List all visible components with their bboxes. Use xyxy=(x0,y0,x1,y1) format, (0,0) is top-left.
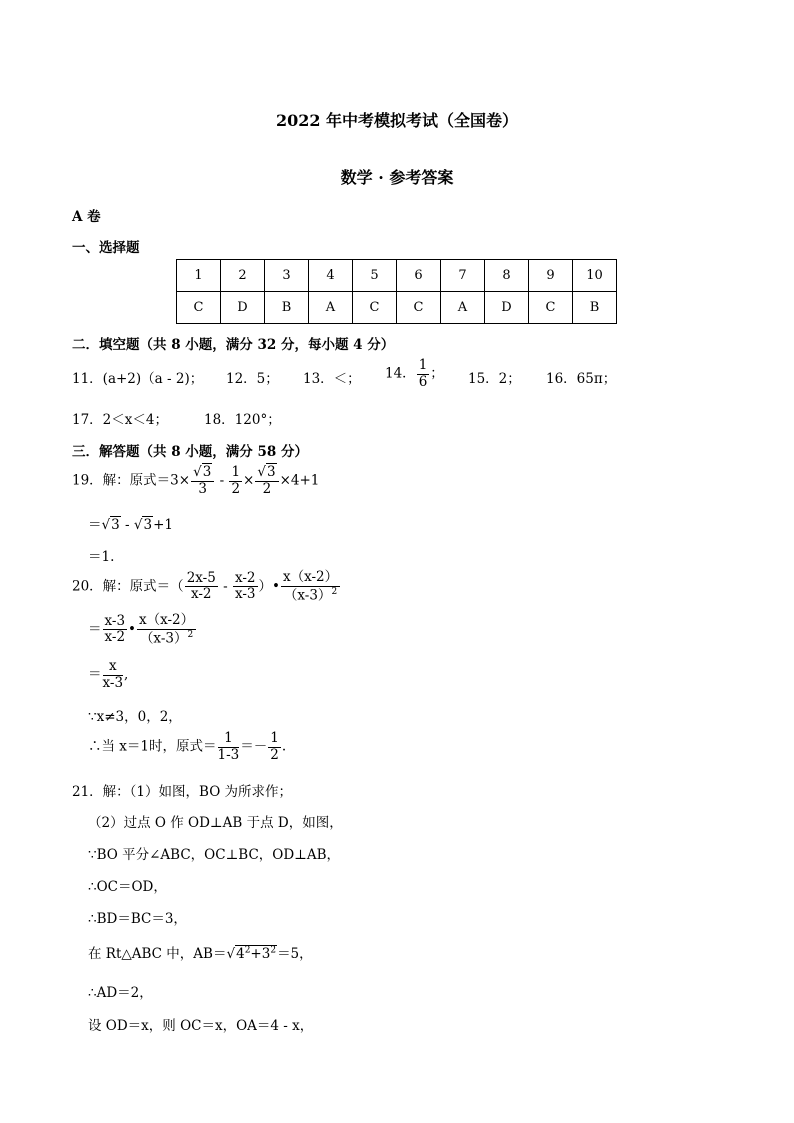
text: - xyxy=(120,517,134,533)
table-cell: 10 xyxy=(573,260,617,292)
q19-line3: ＝1. xyxy=(88,549,115,565)
text: ×4+1 xyxy=(279,472,320,489)
table-cell: B xyxy=(573,292,617,324)
table-cell: C xyxy=(529,292,573,324)
text: ）• xyxy=(258,578,280,595)
table-cell: A xyxy=(309,292,353,324)
q21-line1: 21．解：（1）如图，BO 为所求作； xyxy=(72,784,293,800)
section2-heading: 二．填空题（共 8 小题，满分 32 分，每小题 4 分） xyxy=(72,337,395,353)
table-row-answers xyxy=(177,292,617,324)
radicand: 3 xyxy=(266,464,276,480)
text: - xyxy=(218,578,232,595)
numerator: 1 xyxy=(218,731,240,748)
answer-14-suffix: ； xyxy=(430,365,444,382)
denominator xyxy=(137,630,196,647)
exponent: 2 xyxy=(244,945,251,956)
table-cell: D xyxy=(485,292,529,324)
numerator: x-3 xyxy=(104,612,126,629)
fraction xyxy=(255,465,278,497)
numerator: x xyxy=(103,659,124,676)
text: ＝－ xyxy=(240,738,268,755)
numerator: √3 xyxy=(191,465,214,482)
fraction xyxy=(218,731,240,763)
q21-line2: （2）过点 O 作 OD⊥AB 于点 D，如图， xyxy=(88,815,343,831)
denominator: x-2 xyxy=(104,629,126,646)
denominator xyxy=(281,587,340,604)
denominator: 3 xyxy=(198,480,207,497)
page-subtitle: 数学 · 参考答案 xyxy=(340,168,454,187)
text: 19．解：原式＝3× xyxy=(72,472,191,489)
answer-14-prefix: 14． xyxy=(385,365,416,382)
answer-13: 13．＜； xyxy=(303,371,361,387)
table-cell: 4 xyxy=(309,260,353,292)
text: . xyxy=(281,738,287,755)
numerator: x（x-2） xyxy=(139,612,195,628)
q21-line3: ∵BO 平分∠ABC，OC⊥BC，OD⊥AB， xyxy=(88,847,341,863)
q21-line5: ∴BD＝BC＝3， xyxy=(88,911,187,927)
denominator: 2 xyxy=(262,480,272,497)
text: - xyxy=(215,472,229,489)
table-cell: 9 xyxy=(529,260,573,292)
answer-18: 18．120°； xyxy=(204,412,281,428)
fraction xyxy=(281,570,340,604)
denominator-text: （x-3） xyxy=(283,587,332,604)
base: +3 xyxy=(250,946,271,962)
fraction xyxy=(185,571,218,603)
denominator: x-3 xyxy=(102,674,124,691)
table-cell: 6 xyxy=(397,260,441,292)
denominator: 6 xyxy=(418,373,428,390)
answer-12: 12．5； xyxy=(226,371,279,387)
page-title: 2022 年中考模拟考试（全国卷） xyxy=(275,111,519,130)
text: , xyxy=(124,666,129,683)
section-a-label: A 卷 xyxy=(72,209,101,225)
exponent: 2 xyxy=(331,586,338,597)
fraction xyxy=(103,659,124,691)
table-cell: 1 xyxy=(177,260,221,292)
answer-17: 17．2＜x＜4； xyxy=(72,412,168,428)
table-row-numbers xyxy=(177,260,617,292)
q20-line2 xyxy=(88,613,197,647)
answer-11: 11．(a+2)（a - 2)； xyxy=(72,371,204,387)
table-cell: C xyxy=(353,292,397,324)
table-cell: 5 xyxy=(353,260,397,292)
denominator: x-3 xyxy=(234,586,256,603)
table-cell: 3 xyxy=(265,260,309,292)
table-cell: D xyxy=(221,292,265,324)
q21-line8: 设 OD＝x，则 OC＝x，OA＝4 - x， xyxy=(88,1018,314,1034)
numerator: x（x-2） xyxy=(282,569,339,585)
text: ＝ xyxy=(88,621,102,638)
text: ＝ xyxy=(88,666,102,683)
text: ＝5， xyxy=(277,946,313,962)
q21-line4: ∴OC＝OD， xyxy=(88,879,167,895)
section3-heading: 三．解答题（共 8 小题，满分 58 分） xyxy=(72,444,308,460)
base: 4 xyxy=(236,946,245,962)
fraction xyxy=(233,571,258,603)
q21-line7: ∴AD＝2， xyxy=(88,985,153,1001)
fraction xyxy=(417,358,430,390)
radicand: 3 xyxy=(143,517,153,533)
numerator: x-2 xyxy=(234,569,256,586)
table-cell: 2 xyxy=(221,260,265,292)
table-cell: 8 xyxy=(485,260,529,292)
text: ∴当 x＝1时，原式＝ xyxy=(88,738,217,755)
radicand: 3 xyxy=(111,517,120,533)
fraction xyxy=(103,614,128,646)
table-cell: C xyxy=(397,292,441,324)
fraction xyxy=(268,731,281,763)
denominator-text: （x-3） xyxy=(139,630,188,647)
text: • xyxy=(128,621,136,638)
exponent: 2 xyxy=(270,945,277,956)
numerator: 1 xyxy=(270,730,279,746)
q21-line6: 在 Rt△ABC 中，$AB=√4^2+3^2=5$， xyxy=(88,945,313,962)
q19-line2: ＝√3 - √3+1 xyxy=(88,517,173,533)
text: 20．解：原式＝（ xyxy=(72,578,184,595)
table-cell: B xyxy=(265,292,309,324)
text: +1 xyxy=(153,517,173,533)
table-cell: C xyxy=(177,292,221,324)
denominator: 2 xyxy=(231,480,241,497)
fraction xyxy=(229,465,242,497)
radicand xyxy=(235,945,277,962)
numerator: 1 xyxy=(418,357,428,373)
table-cell: A xyxy=(441,292,485,324)
q20-line3 xyxy=(88,659,128,691)
fraction xyxy=(191,465,214,497)
q20-line1 xyxy=(72,570,341,604)
denominator: 2 xyxy=(270,746,279,763)
numerator: √3 xyxy=(255,465,278,482)
denominator: 1-3 xyxy=(217,746,240,763)
text: × xyxy=(243,472,255,489)
numerator: 2x-5 xyxy=(186,569,216,586)
answer-table xyxy=(176,259,617,324)
q20-line4: ∵x≠3，0，2， xyxy=(88,709,182,725)
fraction xyxy=(137,613,196,647)
table-cell: 7 xyxy=(441,260,485,292)
exponent: 2 xyxy=(187,629,194,640)
answer-15: 15．2； xyxy=(468,371,521,387)
numerator: 1 xyxy=(231,464,241,480)
radicand: 3 xyxy=(202,464,212,480)
denominator: x-2 xyxy=(190,586,212,603)
text: 在 Rt△ABC 中，AB＝ xyxy=(88,946,227,962)
q20-line5 xyxy=(88,731,286,763)
q19-line1 xyxy=(72,465,319,497)
answer-16: 16．65π； xyxy=(546,371,617,387)
text: ＝ xyxy=(88,517,102,533)
section1-heading: 一、选择题 xyxy=(72,240,140,256)
answer-14 xyxy=(385,358,444,390)
